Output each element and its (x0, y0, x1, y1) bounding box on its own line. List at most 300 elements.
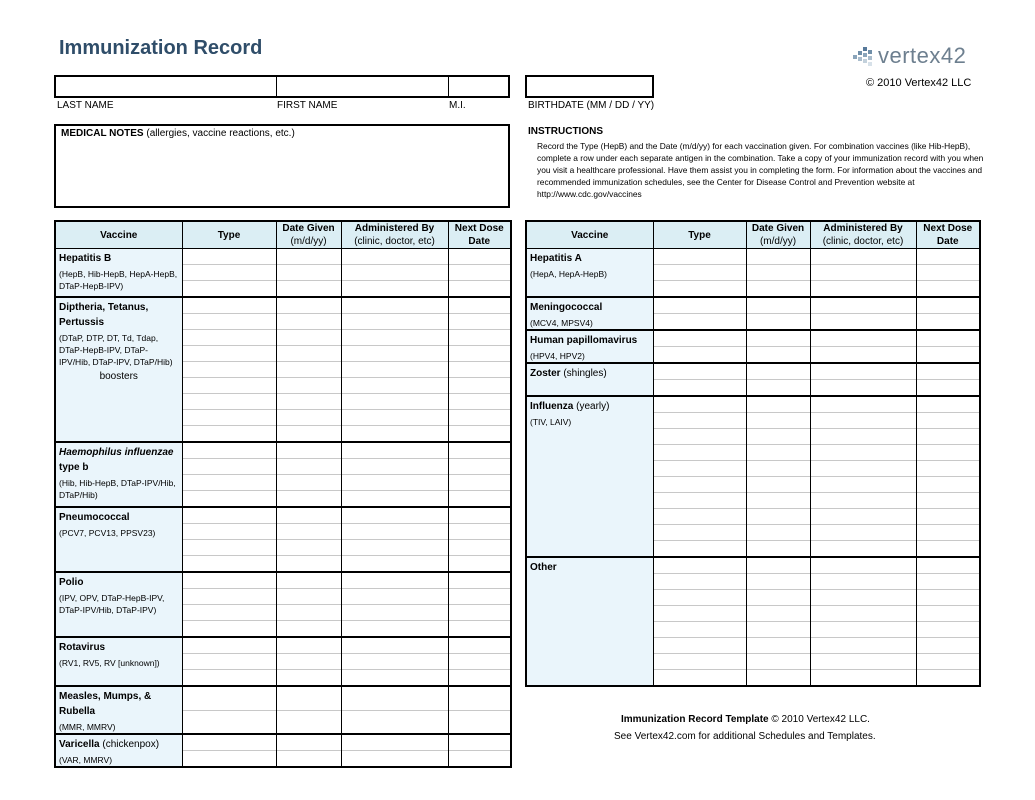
administered-by-cell[interactable] (810, 622, 916, 638)
next-dose-header-sub: Date (936, 236, 959, 247)
type-cell[interactable] (653, 445, 746, 461)
type-cell[interactable] (653, 557, 746, 574)
vaccine-name-cell (526, 363, 653, 396)
date-given-cell[interactable] (276, 556, 341, 573)
date-given-cell[interactable] (276, 297, 341, 314)
type-cell[interactable] (182, 426, 276, 443)
next-dose-cell[interactable] (448, 710, 511, 734)
date-given-cell[interactable] (746, 429, 810, 445)
next-dose-cell[interactable] (916, 493, 980, 509)
next-dose-cell[interactable] (916, 265, 980, 281)
administered-by-column-header (341, 221, 448, 249)
next-dose-cell[interactable] (448, 751, 511, 768)
next-dose-header-sub: Date (468, 236, 491, 247)
type-cell[interactable] (653, 477, 746, 493)
date-given-header-sub: (m/d/yy) (759, 236, 797, 247)
administered-by-cell[interactable] (341, 637, 448, 654)
administered-by-cell[interactable] (341, 556, 448, 573)
type-cell[interactable] (653, 654, 746, 670)
next-dose-cell[interactable] (916, 413, 980, 429)
vaccine-name-suffix: (yearly) (573, 401, 610, 412)
administered-by-cell[interactable] (341, 589, 448, 605)
type-cell[interactable] (653, 525, 746, 541)
administered-by-cell[interactable] (341, 686, 448, 710)
date-given-cell[interactable] (746, 638, 810, 654)
administered-by-cell[interactable] (341, 410, 448, 426)
date-given-cell[interactable] (276, 654, 341, 670)
administered-by-cell[interactable] (341, 378, 448, 394)
type-cell[interactable] (653, 380, 746, 397)
logo-text: vertex42 (878, 43, 967, 68)
next-dose-cell[interactable] (448, 426, 511, 443)
table-row (526, 330, 980, 347)
administered-by-cell[interactable] (810, 249, 916, 265)
date-given-cell[interactable] (276, 459, 341, 475)
type-cell[interactable] (182, 410, 276, 426)
administered-by-cell[interactable] (341, 265, 448, 281)
type-cell[interactable] (182, 589, 276, 605)
type-cell[interactable] (182, 710, 276, 734)
first-name-label: FIRST NAME (277, 100, 338, 111)
mi-label: M.I. (449, 100, 466, 111)
administered-by-cell[interactable] (810, 461, 916, 477)
administered-by-cell[interactable] (810, 281, 916, 298)
type-cell[interactable] (653, 461, 746, 477)
next-dose-cell[interactable] (916, 638, 980, 654)
next-dose-cell[interactable] (448, 410, 511, 426)
next-dose-cell[interactable] (448, 507, 511, 524)
vaccine-name-text: Zoster (530, 368, 561, 379)
date-given-cell[interactable] (276, 637, 341, 654)
type-cell[interactable] (182, 249, 276, 265)
next-dose-cell[interactable] (448, 475, 511, 491)
date-given-cell[interactable] (746, 574, 810, 590)
administered-by-cell[interactable] (810, 347, 916, 364)
type-cell[interactable] (653, 493, 746, 509)
administered-by-cell[interactable] (810, 445, 916, 461)
date-given-column-header (276, 221, 341, 249)
type-cell[interactable] (653, 638, 746, 654)
vaccine-name-text: Diptheria, Tetanus, Pertussis (59, 302, 149, 328)
vaccine-name-cell (526, 330, 653, 363)
type-cell[interactable] (182, 378, 276, 394)
date-given-cell[interactable] (276, 249, 341, 265)
next-dose-cell[interactable] (916, 541, 980, 558)
birthdate-label: BIRTHDATE (MM / DD / YY) (528, 100, 655, 111)
vaccine-extra-note: boosters (99, 371, 138, 382)
next-dose-cell[interactable] (448, 249, 511, 265)
vaccine-name-cell (526, 249, 653, 298)
name-fields-box (54, 75, 510, 98)
type-cell[interactable] (653, 670, 746, 687)
date-given-cell[interactable] (746, 413, 810, 429)
date-given-cell[interactable] (746, 557, 810, 574)
type-cell[interactable] (182, 281, 276, 298)
administered-by-cell[interactable] (810, 574, 916, 590)
vertex42-logo (852, 43, 972, 72)
type-cell[interactable] (182, 670, 276, 687)
type-cell[interactable] (182, 572, 276, 589)
right-vaccine-table (525, 220, 981, 687)
date-given-cell[interactable] (276, 426, 341, 443)
next-dose-cell[interactable] (916, 606, 980, 622)
type-cell[interactable] (182, 394, 276, 410)
administered-by-cell[interactable] (341, 330, 448, 346)
next-dose-cell[interactable] (448, 442, 511, 459)
date-given-cell[interactable] (746, 347, 810, 364)
vaccine-detail: (RV1, RV5, RV [unknown]) (59, 658, 160, 668)
next-dose-cell[interactable] (916, 429, 980, 445)
next-dose-cell[interactable] (916, 622, 980, 638)
next-dose-cell[interactable] (916, 363, 980, 380)
administered-by-cell[interactable] (341, 426, 448, 443)
administered-by-cell[interactable] (341, 459, 448, 475)
next-dose-cell[interactable] (916, 654, 980, 670)
administered-by-cell[interactable] (810, 297, 916, 314)
date-given-cell[interactable] (746, 249, 810, 265)
next-dose-cell[interactable] (448, 459, 511, 475)
administered-by-cell[interactable] (341, 314, 448, 330)
logo-mark-icon (852, 46, 876, 70)
type-cell[interactable] (653, 281, 746, 298)
type-cell[interactable] (182, 362, 276, 378)
vaccine-name (59, 300, 179, 330)
date-given-cell[interactable] (276, 524, 341, 540)
administered-by-cell[interactable] (341, 540, 448, 556)
vaccine-name-cell (526, 396, 653, 557)
next-dose-cell[interactable] (916, 557, 980, 574)
vaccine-detail: (DTaP, DTP, DT, Td, Tdap, DTaP-HepB-IPV, DTaP-IPV/Hib, DTaP-IPV, DTaP/Hib) (59, 333, 173, 367)
date-given-cell[interactable] (746, 493, 810, 509)
administered-by-cell[interactable] (810, 314, 916, 331)
date-given-cell[interactable] (746, 281, 810, 298)
type-column-header: Type (182, 221, 276, 249)
next-dose-cell[interactable] (448, 686, 511, 710)
date-given-cell[interactable] (276, 589, 341, 605)
type-cell[interactable] (182, 556, 276, 573)
date-given-cell[interactable] (276, 572, 341, 589)
administered-by-cell[interactable] (341, 751, 448, 768)
date-given-cell[interactable] (276, 491, 341, 508)
type-cell[interactable] (182, 297, 276, 314)
administered-by-cell[interactable] (810, 670, 916, 687)
vaccine-name (59, 575, 179, 590)
administered-by-cell[interactable] (341, 249, 448, 265)
type-cell[interactable] (653, 590, 746, 606)
type-cell[interactable] (182, 654, 276, 670)
administered-by-cell[interactable] (341, 442, 448, 459)
administered-by-cell[interactable] (341, 491, 448, 508)
vaccine-name-text: Haemophilus influenzae (59, 447, 174, 458)
table-row (526, 557, 980, 574)
vaccine-name-text: Influenza (530, 401, 574, 412)
left-vaccine-table (54, 220, 512, 768)
vaccine-name-text: Measles, Mumps, & Rubella (59, 691, 152, 717)
vaccine-name-text: Polio (59, 577, 84, 588)
vaccine-detail: (HepB, Hib-HepB, HepA-HepB, DTaP-HepB-IPV) (59, 269, 178, 291)
type-cell[interactable] (182, 346, 276, 362)
birthdate-box (525, 75, 654, 98)
type-cell[interactable] (653, 265, 746, 281)
next-dose-cell[interactable] (448, 491, 511, 508)
type-cell[interactable] (653, 347, 746, 364)
date-given-cell[interactable] (746, 509, 810, 525)
administered-by-cell[interactable] (810, 413, 916, 429)
date-given-cell[interactable] (276, 442, 341, 459)
birthdate-input[interactable] (527, 77, 652, 96)
administered-by-cell[interactable] (341, 710, 448, 734)
next-dose-cell[interactable] (916, 525, 980, 541)
date-given-cell[interactable] (746, 461, 810, 477)
date-given-cell[interactable] (276, 670, 341, 687)
date-given-cell[interactable] (746, 590, 810, 606)
next-dose-cell[interactable] (916, 281, 980, 298)
next-dose-cell[interactable] (916, 249, 980, 265)
vaccine-name-suffix: (chickenpox) (99, 739, 160, 750)
date-given-cell[interactable] (746, 445, 810, 461)
type-cell[interactable] (653, 363, 746, 380)
next-dose-cell[interactable] (448, 605, 511, 621)
date-given-cell[interactable] (746, 297, 810, 314)
type-cell[interactable] (653, 574, 746, 590)
next-dose-cell[interactable] (916, 396, 980, 413)
date-given-cell[interactable] (746, 396, 810, 413)
administered-by-cell[interactable] (810, 396, 916, 413)
date-given-cell[interactable] (276, 378, 341, 394)
next-dose-cell[interactable] (448, 297, 511, 314)
type-cell[interactable] (182, 314, 276, 330)
date-given-cell[interactable] (276, 394, 341, 410)
vaccine-name-cell (526, 557, 653, 686)
vaccine-name-text: Hepatitis A (530, 253, 582, 264)
date-given-cell[interactable] (276, 507, 341, 524)
date-given-cell[interactable] (276, 621, 341, 638)
next-dose-cell[interactable] (448, 394, 511, 410)
administered-by-cell[interactable] (341, 281, 448, 298)
type-cell[interactable] (182, 330, 276, 346)
date-given-cell[interactable] (746, 314, 810, 331)
next-dose-cell[interactable] (448, 540, 511, 556)
next-dose-cell[interactable] (448, 589, 511, 605)
administered-by-column-header (810, 221, 916, 249)
next-dose-cell[interactable] (448, 265, 511, 281)
administered-by-cell[interactable] (341, 621, 448, 638)
administered-by-cell[interactable] (810, 330, 916, 347)
date-given-cell[interactable] (276, 710, 341, 734)
vaccine-name-cell (55, 572, 182, 637)
administered-by-cell[interactable] (341, 362, 448, 378)
type-cell[interactable] (653, 249, 746, 265)
medical-notes-box[interactable] (54, 124, 510, 208)
administered-by-cell[interactable] (341, 346, 448, 362)
next-dose-cell[interactable] (448, 670, 511, 687)
date-given-cell[interactable] (746, 330, 810, 347)
date-given-cell[interactable] (276, 475, 341, 491)
next-dose-cell[interactable] (448, 330, 511, 346)
next-dose-cell[interactable] (448, 572, 511, 589)
next-dose-cell[interactable] (916, 509, 980, 525)
last-name-input[interactable] (56, 77, 277, 96)
table-row (526, 363, 980, 380)
administered-by-cell[interactable] (810, 557, 916, 574)
date-given-cell[interactable] (276, 265, 341, 281)
administered-by-cell[interactable] (341, 654, 448, 670)
type-cell[interactable] (653, 509, 746, 525)
administered-by-cell[interactable] (810, 638, 916, 654)
date-given-cell[interactable] (746, 670, 810, 687)
date-given-cell[interactable] (746, 525, 810, 541)
administered-by-cell[interactable] (810, 429, 916, 445)
date-given-cell[interactable] (746, 477, 810, 493)
type-cell[interactable] (182, 751, 276, 768)
vaccine-name-text: Rotavirus (59, 642, 106, 653)
type-cell[interactable] (653, 429, 746, 445)
date-given-cell[interactable] (746, 654, 810, 670)
type-cell[interactable] (182, 540, 276, 556)
date-given-cell[interactable] (746, 380, 810, 397)
date-given-cell[interactable] (276, 362, 341, 378)
vaccine-name-suffix: (shingles) (560, 368, 607, 379)
administered-by-cell[interactable] (341, 507, 448, 524)
instructions-title: INSTRUCTIONS (528, 126, 603, 137)
date-given-cell[interactable] (276, 314, 341, 330)
footer-template-line (621, 714, 870, 725)
next-dose-cell[interactable] (448, 346, 511, 362)
type-cell[interactable] (653, 413, 746, 429)
date-given-header-text: Date Given (751, 223, 805, 234)
date-given-cell[interactable] (276, 346, 341, 362)
date-given-header-text: Date Given (282, 223, 335, 234)
vaccine-name (530, 251, 650, 266)
date-given-cell[interactable] (746, 265, 810, 281)
type-cell[interactable] (182, 442, 276, 459)
date-given-cell[interactable] (746, 606, 810, 622)
vaccine-name (59, 737, 179, 752)
type-cell[interactable] (182, 621, 276, 638)
administered-by-cell[interactable] (810, 590, 916, 606)
administered-by-cell[interactable] (810, 493, 916, 509)
date-given-cell[interactable] (746, 541, 810, 558)
vaccine-name (59, 689, 179, 719)
vaccine-name-cell (55, 686, 182, 734)
vaccine-name-cell (55, 249, 182, 298)
type-cell[interactable] (653, 330, 746, 347)
type-cell[interactable] (653, 541, 746, 558)
administered-by-cell[interactable] (810, 265, 916, 281)
type-cell[interactable] (182, 491, 276, 508)
date-given-cell[interactable] (276, 734, 341, 751)
next-dose-cell[interactable] (448, 556, 511, 573)
date-given-cell[interactable] (276, 540, 341, 556)
administered-by-cell[interactable] (341, 475, 448, 491)
next-dose-cell[interactable] (916, 297, 980, 314)
administered-by-cell[interactable] (341, 605, 448, 621)
type-cell[interactable] (182, 686, 276, 710)
next-dose-column-header (448, 221, 511, 249)
vaccine-name (59, 251, 179, 266)
next-dose-cell[interactable] (448, 524, 511, 540)
administered-by-cell[interactable] (810, 477, 916, 493)
type-cell[interactable] (653, 606, 746, 622)
type-cell[interactable] (653, 297, 746, 314)
next-dose-cell[interactable] (448, 378, 511, 394)
table-row (55, 734, 511, 751)
next-dose-cell[interactable] (916, 670, 980, 687)
administered-by-cell[interactable] (810, 525, 916, 541)
administered-by-cell[interactable] (810, 380, 916, 397)
type-cell[interactable] (182, 459, 276, 475)
type-cell[interactable] (653, 396, 746, 413)
type-cell[interactable] (653, 622, 746, 638)
next-dose-cell[interactable] (448, 637, 511, 654)
first-name-input[interactable] (277, 77, 449, 96)
next-dose-cell[interactable] (448, 362, 511, 378)
date-given-cell[interactable] (276, 410, 341, 426)
date-given-cell[interactable] (276, 686, 341, 710)
next-dose-cell[interactable] (916, 574, 980, 590)
administered-by-cell[interactable] (341, 670, 448, 687)
vaccine-name-cell (55, 442, 182, 507)
type-cell[interactable] (653, 314, 746, 331)
next-dose-cell[interactable] (916, 314, 980, 331)
administered-by-cell[interactable] (810, 509, 916, 525)
medical-notes-hint: (allergies, vaccine reactions, etc.) (146, 128, 295, 139)
type-cell[interactable] (182, 265, 276, 281)
administered-by-cell[interactable] (810, 541, 916, 558)
type-cell[interactable] (182, 734, 276, 751)
administered-by-cell[interactable] (341, 734, 448, 751)
next-dose-cell[interactable] (916, 590, 980, 606)
vaccine-detail: (IPV, OPV, DTaP-HepB-IPV, DTaP-IPV/Hib, DTaP-IPV) (59, 593, 165, 615)
date-given-cell[interactable] (276, 330, 341, 346)
type-cell[interactable] (182, 605, 276, 621)
next-dose-cell[interactable] (916, 477, 980, 493)
next-dose-cell[interactable] (448, 621, 511, 638)
date-given-cell[interactable] (276, 605, 341, 621)
next-dose-cell[interactable] (448, 314, 511, 330)
type-cell[interactable] (182, 475, 276, 491)
next-dose-cell[interactable] (448, 281, 511, 298)
instructions-body: Record the Type (HepB) and the Date (m/d/yy) for each vaccination given. For combination vaccines (like Hib-HepB), complete a row under each separate antigen in the combination. Take a copy of your immunization record with you when you visit a healthcare professional. Have them assist you in completing the form. For information about the vaccines and recommended immunization schedules, see the Center for Disease Control and Prevention website at http://www.cdc.gov/vaccines (537, 141, 984, 199)
administered-by-cell[interactable] (341, 524, 448, 540)
date-given-cell[interactable] (276, 281, 341, 298)
next-dose-cell[interactable] (448, 734, 511, 751)
type-cell[interactable] (182, 637, 276, 654)
table-row (55, 442, 511, 459)
administered-by-cell[interactable] (810, 606, 916, 622)
date-given-cell[interactable] (276, 751, 341, 768)
next-dose-cell[interactable] (448, 654, 511, 670)
next-dose-cell[interactable] (916, 461, 980, 477)
date-given-cell[interactable] (746, 363, 810, 380)
middle-initial-input[interactable] (449, 77, 508, 96)
type-cell[interactable] (182, 507, 276, 524)
date-given-cell[interactable] (746, 622, 810, 638)
administered-by-cell[interactable] (810, 363, 916, 380)
administered-by-cell[interactable] (810, 654, 916, 670)
administered-by-cell[interactable] (341, 297, 448, 314)
next-dose-cell[interactable] (916, 347, 980, 364)
administered-by-cell[interactable] (341, 572, 448, 589)
administered-by-cell[interactable] (341, 394, 448, 410)
type-cell[interactable] (182, 524, 276, 540)
next-dose-cell[interactable] (916, 380, 980, 397)
vaccine-detail: (MMR, MMRV) (59, 722, 116, 732)
date-given-header-sub: (m/d/yy) (290, 236, 327, 247)
medical-notes-label: MEDICAL NOTES (61, 128, 144, 139)
next-dose-cell[interactable] (916, 330, 980, 347)
next-dose-cell[interactable] (916, 445, 980, 461)
